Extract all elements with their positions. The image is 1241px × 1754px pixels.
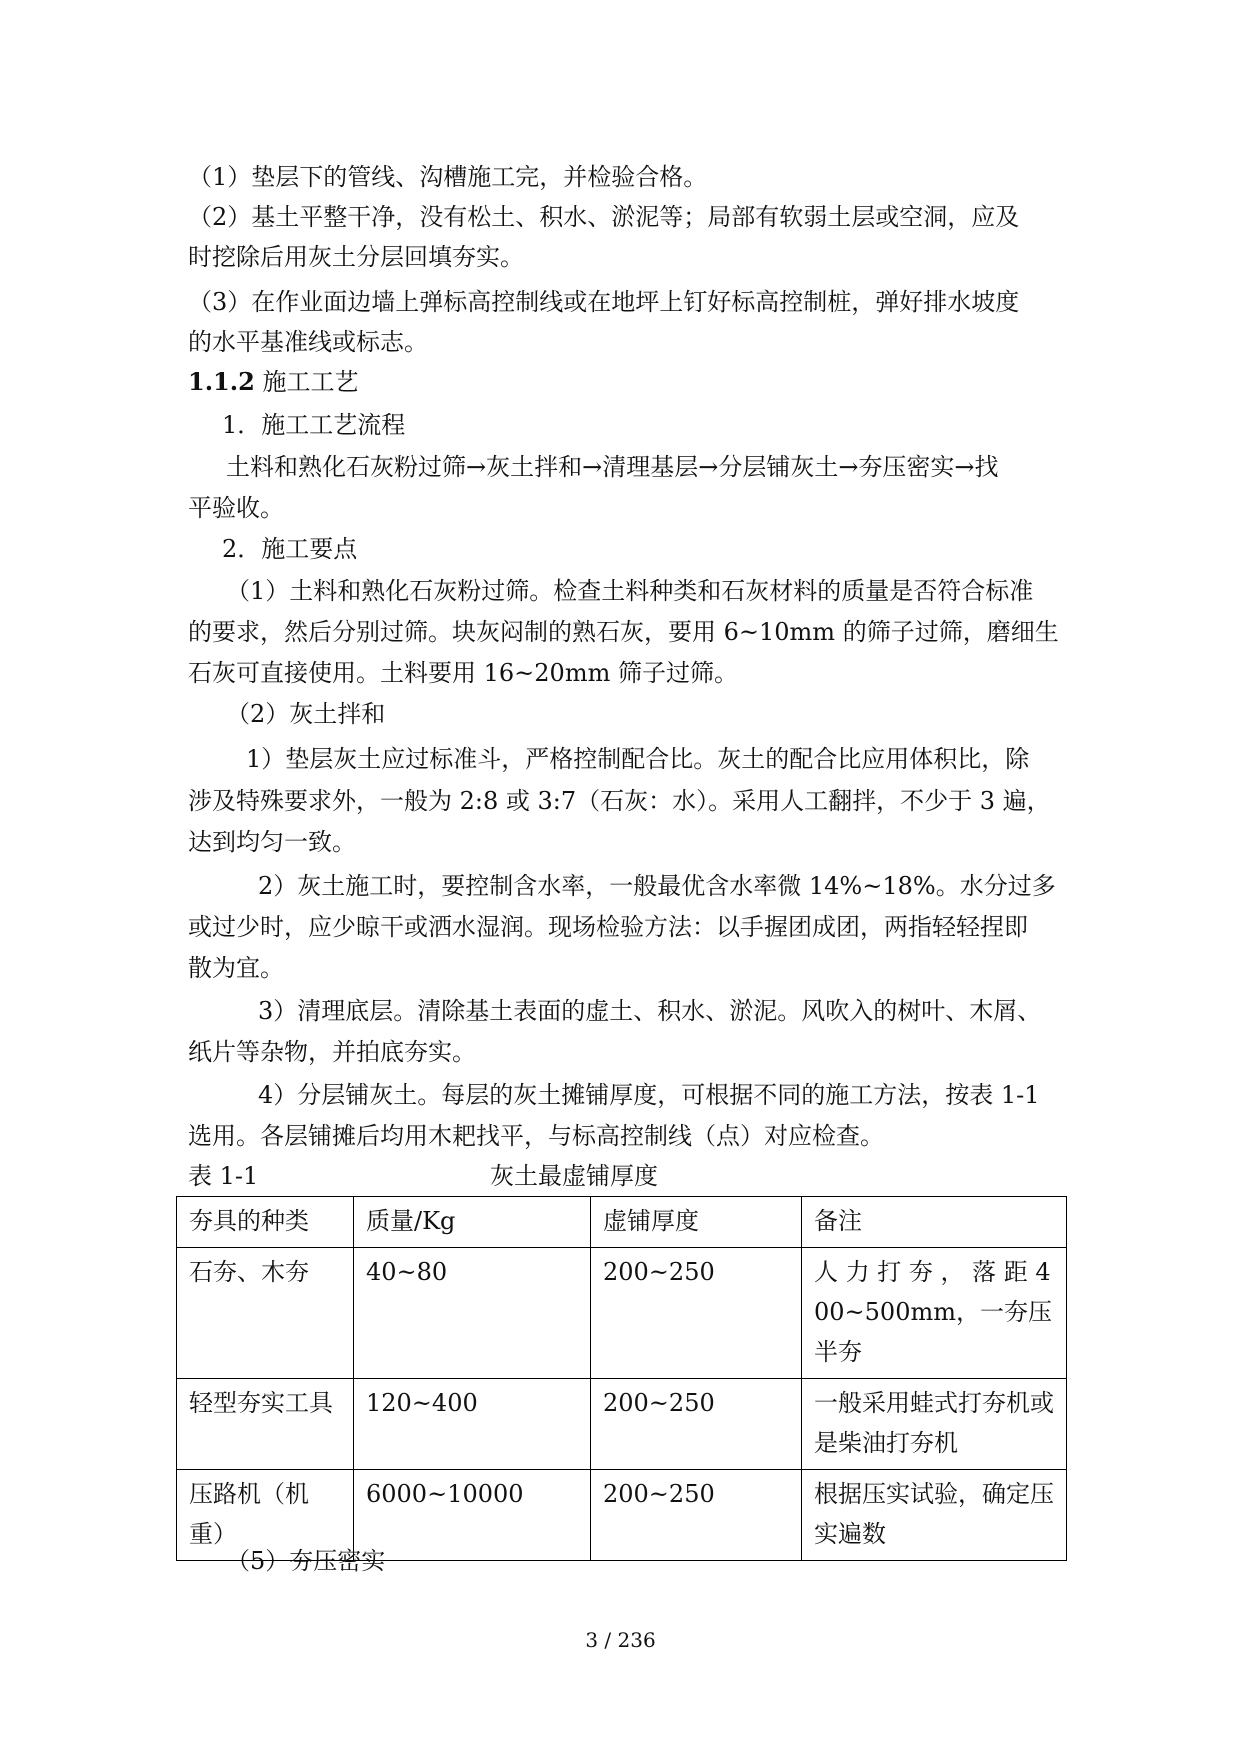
item-2-line-3: 散为宜。	[188, 954, 284, 982]
step-1-line-3: 石灰可直接使用。土料要用 16~20mm 筛子过筛。	[188, 659, 738, 687]
table-title: 灰土最虚铺厚度	[490, 1162, 658, 1190]
table-cell: 石夯、木夯	[177, 1248, 354, 1379]
page-number: 3 / 236	[585, 1628, 656, 1652]
paragraph-2-line-1: （2）基土平整干净，没有松土、积水、淤泥等；局部有软弱土层或空洞，应及	[188, 203, 1020, 231]
item-1-line-1: 1）垫层灰土应过标准斗，严格控制配合比。灰土的配合比应用体积比，除	[246, 745, 1030, 773]
step-5-heading: （5）夯压密实	[226, 1547, 386, 1575]
table-cell: 40~80	[354, 1248, 591, 1379]
table-header-cell: 备注	[802, 1197, 1067, 1248]
table-cell: 200~250	[591, 1470, 802, 1561]
table-header-cell: 夯具的种类	[177, 1197, 354, 1248]
table-header-cell: 虚铺厚度	[591, 1197, 802, 1248]
item-2-line-2: 或过少时，应少晾干或洒水湿润。现场检验方法：以手握团成团，两指轻轻捏即	[188, 913, 1028, 941]
table-cell: 120~400	[354, 1379, 591, 1470]
step-1-line-1: （1）土料和熟化石灰粉过筛。检查土料种类和石灰材料的质量是否符合标准	[226, 577, 1034, 605]
table-cell: 轻型夯实工具	[177, 1379, 354, 1470]
subheading-2: 2．施工要点	[222, 535, 358, 563]
section-number: 1.1.2	[188, 367, 255, 396]
item-4-line-2: 选用。各层铺摊后均用木耙找平，与标高控制线（点）对应检查。	[188, 1122, 884, 1150]
item-3-line-1: 3）清理底层。清除基土表面的虚土、积水、淤泥。风吹入的树叶、木屑、	[258, 997, 1042, 1025]
table-cell: 根据压实试验，确定压实遍数	[802, 1470, 1067, 1561]
section-title: 施工工艺	[254, 368, 359, 396]
subheading-1: 1．施工工艺流程	[222, 411, 406, 439]
table-cell: 人 力 打 夯 ， 落 距 400~500mm，一夯压半夯	[802, 1248, 1067, 1379]
table-header-row	[177, 1197, 1067, 1248]
table-cell: 200~250	[591, 1379, 802, 1470]
paragraph-1: （1）垫层下的管线、沟槽施工完，并检验合格。	[188, 163, 708, 191]
step-2-heading: （2）灰土拌和	[226, 700, 386, 728]
flow-line-1: 土料和熟化石灰粉过筛→灰土拌和→清理基层→分层铺灰土→夯压密实→找	[226, 453, 999, 481]
paragraph-2-line-2: 时挖除后用灰土分层回填夯实。	[188, 243, 524, 271]
table-cell: 6000~10000	[354, 1470, 591, 1561]
item-3-line-2: 纸片等杂物，并拍底夯实。	[188, 1038, 476, 1066]
table-row	[177, 1248, 1067, 1379]
table-cell: 压路机（机重）	[177, 1470, 354, 1561]
table-cell: 200~250	[591, 1248, 802, 1379]
section-heading	[188, 362, 1068, 402]
step-1-line-2: 的要求，然后分别过筛。块灰闷制的熟石灰，要用 6~10mm 的筛子过筛，磨细生	[188, 618, 1059, 646]
table-row	[177, 1379, 1067, 1470]
paragraph-3-line-1: （3）在作业面边墙上弹标高控制线或在地坪上钉好标高控制桩，弹好排水坡度	[188, 288, 1020, 316]
table-label: 表 1-1	[188, 1162, 259, 1190]
thickness-table	[176, 1196, 1067, 1561]
item-4-line-1: 4）分层铺灰土。每层的灰土摊铺厚度，可根据不同的施工方法，按表 1-1	[258, 1081, 1040, 1109]
item-1-line-3: 达到均匀一致。	[188, 828, 356, 856]
flow-line-2: 平验收。	[188, 494, 284, 522]
item-1-line-2: 涉及特殊要求外，一般为 2:8 或 3:7（石灰：水）。采用人工翻拌，不少于 3 遍，	[188, 787, 1051, 815]
paragraph-3-line-2: 的水平基准线或标志。	[188, 328, 428, 356]
table-cell: 一般采用蛙式打夯机或是柴油打夯机	[802, 1379, 1067, 1470]
item-2-line-1: 2）灰土施工时，要控制含水率，一般最优含水率微 14%~18%。水分过多	[258, 872, 1056, 900]
table-header-cell: 质量/Kg	[354, 1197, 591, 1248]
